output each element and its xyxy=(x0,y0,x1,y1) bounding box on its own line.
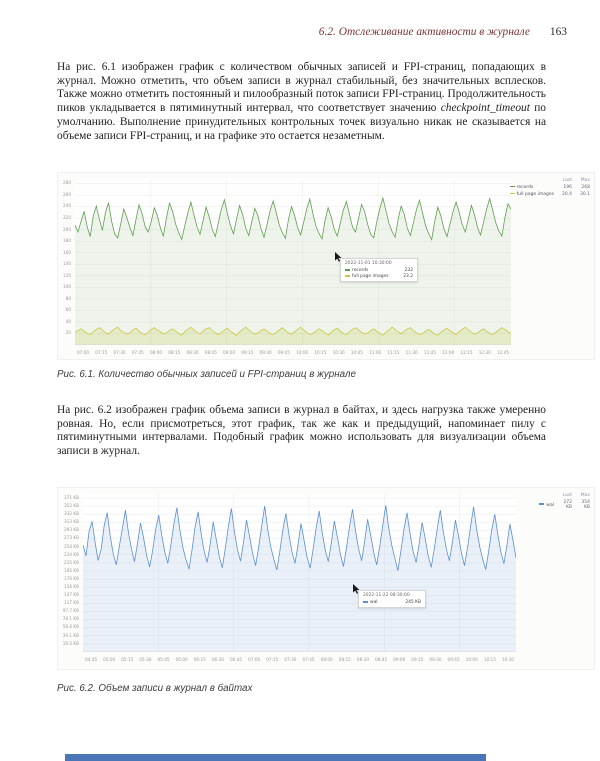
y-axis-tick-label: 293 KB xyxy=(64,527,79,533)
y-axis-tick-label: 156 KB xyxy=(64,583,79,589)
records-series-dash-icon xyxy=(345,269,350,270)
paragraph-1-text: На рис. 6.1 изображен график с количеством обычных записей и FPI-страниц, попадающих в журнал. Можно отметить, что объем записи в журнал стабильный, без значительных всплесков. Также можно отметить постоянный и пилообразный поток записи FPI-страниц. Продолжительность пиков укладывается в пятиминутный интервал, что соответствует значению xyxy=(57,61,546,115)
tooltip-row xyxy=(345,268,413,273)
y-axis-tick-label: 352 KB xyxy=(64,502,79,508)
y-axis-tick-label: 180 xyxy=(63,238,71,244)
y-axis-tick-label: 260 xyxy=(63,191,71,197)
tooltip-series-label: records xyxy=(352,267,369,273)
page-number: 163 xyxy=(549,26,567,38)
section-title: 6.2. Отслеживание активности в журнале xyxy=(318,26,530,38)
x-axis-tick-label: 10:00 xyxy=(296,350,309,355)
x-axis-tick-label: 10:30 xyxy=(332,350,345,355)
figure-6-1-caption: Рис. 6.1. Количество обычных записей и FPI-страниц в журнале xyxy=(57,369,356,380)
x-axis-tick-label: 08:45 xyxy=(204,350,217,355)
fig2-x-axis-labels xyxy=(83,656,516,664)
tooltip-timestamp: 2022-11-01 10:30:00 xyxy=(345,261,392,266)
fig2-chart-tooltip xyxy=(358,590,426,608)
y-axis-tick-label: 20 xyxy=(65,330,71,336)
x-axis-tick-label: 05:15 xyxy=(121,657,134,662)
y-axis-tick-label: 240 xyxy=(63,203,71,209)
records-series-dash-icon xyxy=(510,186,515,187)
y-axis-tick-label: 234 KB xyxy=(64,551,79,557)
x-axis-tick-label: 06:00 xyxy=(175,657,188,662)
y-axis-tick-label: 313 KB xyxy=(64,519,79,525)
x-axis-tick-label: 08:30 xyxy=(186,350,199,355)
fig2-chart-legend xyxy=(539,493,590,510)
x-axis-tick-label: 11:30 xyxy=(405,350,418,355)
y-axis-tick-label: 332 KB xyxy=(64,511,79,517)
x-axis-tick-label: 05:30 xyxy=(139,657,152,662)
y-axis-tick-label: 137 KB xyxy=(64,592,79,598)
legend-item-wal: wal xyxy=(539,503,554,508)
legend-value-max: 354 KB xyxy=(581,500,590,510)
x-axis-tick-label: 12:00 xyxy=(442,350,455,355)
x-axis-tick-label: 09:30 xyxy=(429,657,442,662)
x-axis-tick-label: 04:45 xyxy=(84,657,98,662)
tooltip-series-label: full page images xyxy=(352,273,389,279)
x-axis-tick-label: 05:45 xyxy=(157,657,170,662)
y-axis-tick-label: 97.7 KB xyxy=(62,608,79,614)
fig1-chart-tooltip xyxy=(340,258,418,282)
figure-6-1-chart-panel xyxy=(57,172,595,360)
tooltip-row xyxy=(363,600,421,605)
x-axis-tick-label: 08:45 xyxy=(375,657,388,662)
x-axis-tick-label: 07:30 xyxy=(113,350,126,355)
tooltip-series-value: 232 xyxy=(404,267,413,273)
x-axis-tick-label: 07:30 xyxy=(284,657,297,662)
legend-item-full-page-images: full page images xyxy=(510,192,554,197)
x-axis-tick-label: 11:45 xyxy=(423,350,436,355)
legend-value-max: 268 xyxy=(581,185,590,190)
y-axis-tick-label: 140 xyxy=(63,261,71,267)
x-axis-tick-label: 09:15 xyxy=(241,350,254,355)
figure-6-2-caption: Рис. 6.2. Объем записи в журнал в байтах xyxy=(57,683,253,694)
x-axis-tick-label: 12:30 xyxy=(478,350,491,355)
y-axis-tick-label: 120 xyxy=(63,272,71,278)
fpi-series-dash-icon xyxy=(345,275,350,276)
x-axis-tick-label: 06:30 xyxy=(211,657,224,662)
fig2-y-axis-labels xyxy=(58,488,82,669)
tooltip-row xyxy=(345,274,413,279)
fpi-series-dash-icon xyxy=(510,193,515,194)
fig1-x-axis-labels xyxy=(75,349,511,357)
legend-value-last: 20.4 xyxy=(561,192,572,197)
running-header xyxy=(57,26,567,38)
figure-6-2-chart-panel xyxy=(57,487,595,670)
y-axis-tick-label: 176 KB xyxy=(64,575,79,581)
legend-header-max: Max xyxy=(580,178,590,183)
y-axis-tick-label: 60 xyxy=(65,307,71,313)
y-axis-tick-label: 19.5 KB xyxy=(62,640,79,646)
x-axis-tick-label: 07:15 xyxy=(266,657,279,662)
paragraph-2: На рис. 6.2 изображен график объема записи в журнал в байтах, и здесь нагрузка также умеренно ровная. Но, если присмотреться, этот график, так же как и предыдущий, напоминает пилу с пятиминутными интервалами. Подобный график можно использовать для визуализации объема записи в журнал. xyxy=(57,404,546,458)
x-axis-tick-label: 10:30 xyxy=(501,657,515,662)
y-axis-tick-label: 40 xyxy=(65,318,71,324)
paragraph-1 xyxy=(57,61,546,143)
y-axis-tick-label: 117 KB xyxy=(64,600,79,606)
legend-item-records: records xyxy=(510,185,554,190)
x-axis-tick-label: 05:00 xyxy=(103,657,116,662)
wal-series-dash-icon xyxy=(539,503,544,504)
y-axis-tick-label: 200 xyxy=(63,226,71,232)
y-axis-tick-label: 220 xyxy=(63,214,71,220)
x-axis-tick-label: 08:15 xyxy=(168,350,181,355)
y-axis-tick-label: 80 xyxy=(65,295,71,301)
cut-off-blue-bar xyxy=(65,754,486,761)
tooltip-series-value: 245 KB xyxy=(405,599,421,605)
x-axis-tick-label: 08:30 xyxy=(356,657,369,662)
x-axis-tick-label: 09:00 xyxy=(223,350,236,355)
x-axis-tick-label: 07:45 xyxy=(302,657,315,662)
x-axis-tick-label: 08:00 xyxy=(320,657,333,662)
legend-header-last: Last xyxy=(562,493,572,498)
y-axis-tick-label: 280 xyxy=(63,180,71,186)
y-axis-tick-label: 273 KB xyxy=(64,535,79,541)
tooltip-timestamp: 2022-11-22 08:30:00 xyxy=(363,593,410,598)
y-axis-tick-label: 78.1 KB xyxy=(62,616,79,622)
x-axis-tick-label: 07:00 xyxy=(76,350,90,355)
x-axis-tick-label: 09:30 xyxy=(259,350,272,355)
x-axis-tick-label: 10:15 xyxy=(314,350,327,355)
legend-value-last: 196 xyxy=(563,185,572,190)
y-axis-tick-label: 371 KB xyxy=(64,494,79,500)
legend-header-max: Max xyxy=(580,493,590,498)
y-axis-tick-label: 195 KB xyxy=(64,567,79,573)
fig2-chart-canvas xyxy=(83,494,516,652)
tooltip-series-label: wal xyxy=(370,599,378,605)
x-axis-tick-label: 09:45 xyxy=(277,350,290,355)
paragraph-1-text-cont: по умолчанию. Выполнение принудительных контрольных точек визуально никак не сказывается на объеме записи FPI-страниц, и на графике это остается незаметным. xyxy=(57,102,546,142)
x-axis-tick-label: 11:15 xyxy=(387,350,400,355)
fig1-chart-canvas xyxy=(75,179,511,345)
fig1-y-axis-labels xyxy=(58,173,74,359)
legend-header-last: Last xyxy=(562,178,572,183)
x-axis-tick-label: 09:45 xyxy=(447,657,460,662)
tooltip-series-value: 23.2 xyxy=(403,273,413,279)
x-axis-tick-label: 08:00 xyxy=(149,350,163,355)
y-axis-tick-label: 215 KB xyxy=(64,559,79,565)
x-axis-tick-label: 06:45 xyxy=(229,657,243,662)
x-axis-tick-label: 12:15 xyxy=(460,350,473,355)
x-axis-tick-label: 08:15 xyxy=(338,657,351,662)
code-term-checkpoint-timeout: checkpoint_timeout xyxy=(440,102,530,115)
y-axis-tick-label: 254 KB xyxy=(64,543,79,549)
y-axis-tick-label: 160 xyxy=(63,249,71,255)
y-axis-tick-label: 100 xyxy=(63,284,71,290)
legend-value-max: 30.1 xyxy=(579,192,590,197)
x-axis-tick-label: 09:15 xyxy=(411,657,424,662)
wal-series-dash-icon xyxy=(363,601,368,602)
x-axis-tick-label: 12:45 xyxy=(496,350,510,355)
x-axis-tick-label: 11:00 xyxy=(369,350,382,355)
x-axis-tick-label: 10:45 xyxy=(350,350,363,355)
x-axis-tick-label: 10:00 xyxy=(465,657,478,662)
legend-value-last: 272 KB xyxy=(563,500,572,510)
x-axis-tick-label: 07:00 xyxy=(248,657,261,662)
x-axis-tick-label: 07:15 xyxy=(95,350,108,355)
y-axis-tick-label: 39.1 KB xyxy=(62,632,79,638)
x-axis-tick-label: 07:45 xyxy=(131,350,144,355)
x-axis-tick-label: 09:00 xyxy=(393,657,406,662)
x-axis-tick-label: 06:15 xyxy=(193,657,206,662)
y-axis-tick-label: 58.6 KB xyxy=(62,624,79,630)
fig1-chart-legend xyxy=(510,178,590,197)
x-axis-tick-label: 10:15 xyxy=(483,657,496,662)
